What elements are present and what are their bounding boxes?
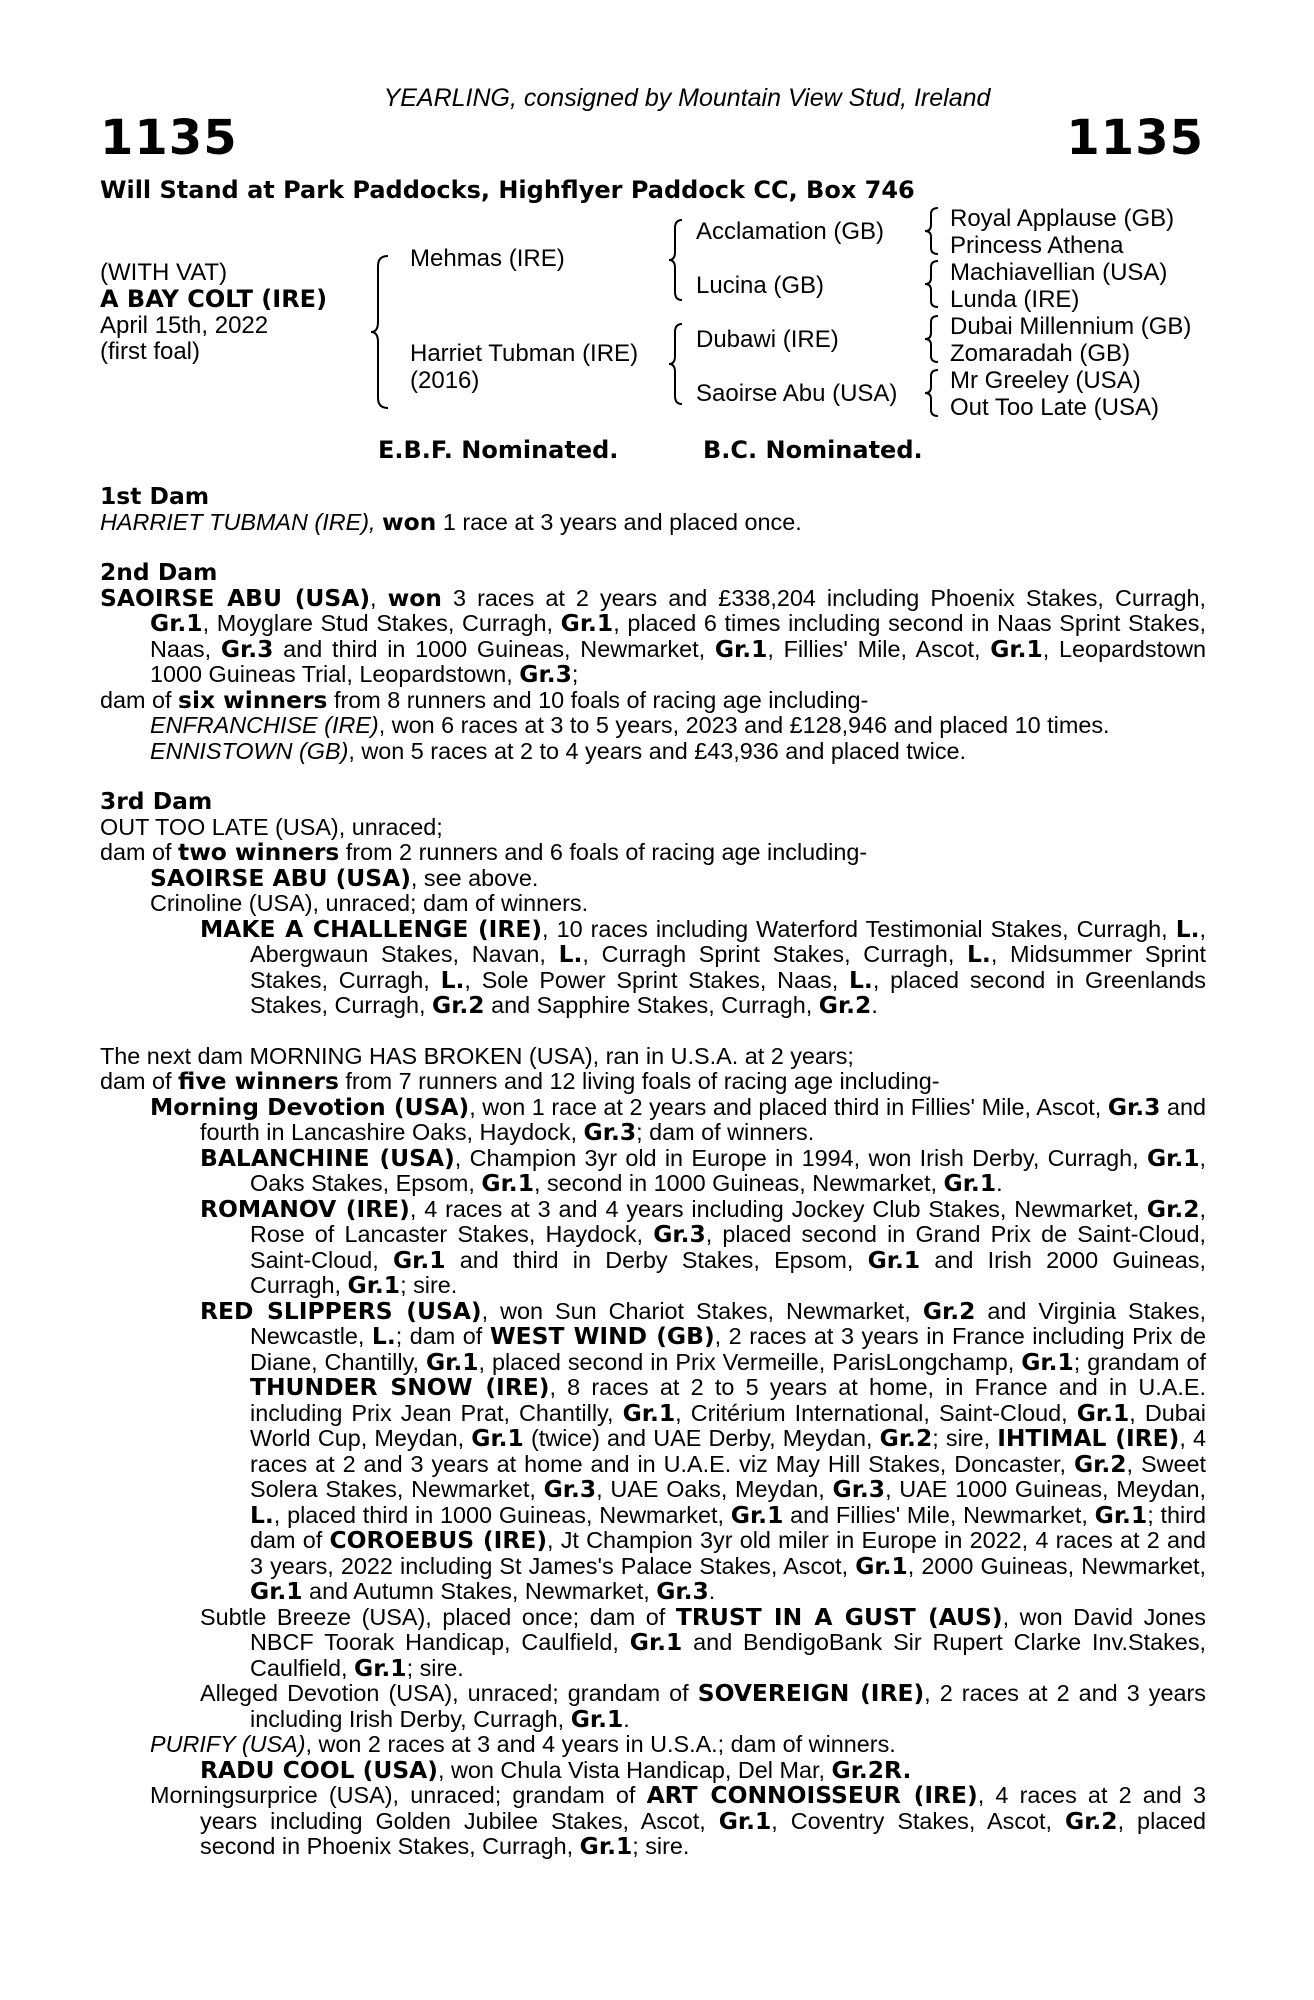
produce-entry: Crinoline (USA), unraced; dam of winners.	[150, 890, 589, 916]
family-record	[100, 484, 1206, 1860]
pedigree-brace-g3-1	[924, 206, 940, 256]
third-dam-line: OUT TOO LATE (USA), unraced;	[100, 813, 443, 840]
produce-entry: BALANCHINE (USA), Champion 3yr old in Europe in 1994, won Irish Derby, Curragh, Gr.1, Oaks Stakes, Epsom, Gr.1, second in 1000 Guineas, Newmarket, Gr.1.	[200, 1143, 1207, 1197]
g3-ancestor: Dubai Millennium (GB)	[950, 313, 1192, 340]
horse-name: A BAY COLT (IRE)	[100, 285, 328, 313]
bc-nomination: B.C. Nominated.	[703, 436, 923, 464]
produce-entry: ROMANOV (IRE), 4 races at 3 and 4 years including Jockey Club Stakes, Newmarket, Gr.2, Rose of Lancaster Stakes, Haydock, Gr.3, placed second in Grand Prix de Saint-Cloud, Saint-Cloud, Gr.1 and third in Derby Stakes, Epsom, Gr.1 and Irish 2000 Guineas, Curragh, Gr.1; sire.	[200, 1194, 1206, 1299]
next-dam-produce: dam of five winners from 7 runners and 12 living foals of racing age including-	[100, 1067, 940, 1095]
produce-entry: RED SLIPPERS (USA), won Sun Chariot Stakes, Newmarket, Gr.2 and Virginia Stakes, Newcastle, L.; dam of WEST WIND (GB), 2 races at 3 years in France including Prix de Diane, Chantilly, Gr.1, placed second in Prix Vermeille, ParisLongchamp, Gr.1; grandam of THUNDER SNOW (IRE), 8 races at 2 to 5 years at home, in France and in U.A.E. including Prix Jean Prat, Chantilly, Gr.1, Critérium International, Saint-Cloud, Gr.1, Dubai World Cup, Meydan, Gr.1 (twice) and UAE Derby, Meydan, Gr.2; sire, IHTIMAL (IRE), 4 races at 2 and 3 years at home and in U.A.E. viz May Hill Stakes, Doncaster, Gr.2, Sweet Solera Stakes, Newmarket, Gr.3, UAE Oaks, Meydan, Gr.3, UAE 1000 Guineas, Meydan, L., placed third in 1000 Guineas, Newmarket, Gr.1 and Fillies' Mile, Newmarket, Gr.1; third dam of COROEBUS (IRE), Jt Champion 3yr old miler in Europe in 2022, 4 races at 2 and 3 years, 2022 including St James's Palace Stakes, Ascot, Gr.1, 2000 Guineas, Newmarket, Gr.1 and Autumn Stakes, Newmarket, Gr.3.	[200, 1296, 1207, 1605]
vat-note: (WITH VAT)	[100, 259, 228, 286]
ebf-nomination: E.B.F. Nominated.	[378, 436, 619, 464]
lot-number-left: 1135	[100, 110, 238, 166]
dam-sire: Dubawi (IRE)	[696, 326, 839, 353]
produce-entry: Alleged Devotion (USA), unraced; grandam of SOVEREIGN (IRE), 2 races at 2 and 3 years including Irish Derby, Curragh, Gr.1.	[200, 1679, 1206, 1733]
sire-name: Mehmas (IRE)	[410, 245, 565, 272]
g3-ancestor: Royal Applause (GB)	[950, 205, 1175, 232]
g3-ancestor: Machiavellian (USA)	[950, 259, 1168, 286]
dam-year: (2016)	[410, 367, 480, 394]
next-dam-line: The next dam MORNING HAS BROKEN (USA), ran in U.S.A. at 2 years;	[100, 1042, 854, 1069]
lot-number-right: 1135	[1066, 110, 1204, 166]
foaling-date: April 15th, 2022	[100, 312, 269, 339]
pedigree-brace-main	[370, 254, 390, 410]
pedigree-brace-sire	[668, 218, 684, 302]
produce-entry: MAKE A CHALLENGE (IRE), 10 races including Waterford Testimonial Stakes, Curragh, L., Abergwaun Stakes, Navan, L., Curragh Sprint Stakes, Curragh, L., Midsummer Sprint Stakes, Curragh, L., Sole Power Sprint Stakes, Naas, L., placed second in Greenlands Stakes, Curragh, Gr.2 and Sapphire Stakes, Curragh, Gr.2.	[200, 914, 1207, 1019]
produce-entry: PURIFY (USA), won 2 races at 3 and 4 years in U.S.A.; dam of winners.	[150, 1731, 896, 1757]
produce-entry: Morningsurprice (USA), unraced; grandam of ART CONNOISSEUR (IRE), 4 races at 2 and 3 years including Golden Jubilee Stakes, Ascot, Gr.1, Coventry Stakes, Ascot, Gr.2, placed second in Phoenix Stakes, Curragh, Gr.1; sire.	[150, 1781, 1206, 1860]
pedigree-brace-dam	[668, 322, 684, 406]
second-dam-title: 2nd Dam	[100, 558, 218, 586]
first-dam-title: 1st Dam	[100, 482, 210, 510]
sire-dam: Lucina (GB)	[696, 272, 825, 299]
stand-location: Will Stand at Park Paddocks, Highflyer Paddock CC, Box 746	[100, 176, 915, 204]
g3-ancestor: Zomaradah (GB)	[950, 340, 1131, 367]
produce-entry: SAOIRSE ABU (USA), see above.	[150, 863, 539, 892]
third-dam-produce: dam of two winners from 2 runners and 6 foals of racing age including-	[100, 838, 868, 866]
foal-note: (first foal)	[100, 338, 201, 365]
g3-ancestor: Mr Greeley (USA)	[950, 367, 1141, 394]
dam-dam: Saoirse Abu (USA)	[696, 380, 898, 407]
produce-entry: Subtle Breeze (USA), placed once; dam of TRUST IN A GUST (AUS), won David Jones NBCF Toorak Handicap, Caulfield, Gr.1 and BendigoBank Sir Rupert Clarke Inv.Stakes, Caulfield, Gr.1; sire.	[200, 1602, 1207, 1682]
second-dam-record: SAOIRSE ABU (USA), won 3 races at 2 years and £338,204 including Phoenix Stakes, Curragh, Gr.1, Moyglare Stud Stakes, Curragh, Gr.1, placed 6 times including second in Naas Sprint Stakes, Naas, Gr.3 and third in 1000 Guineas, Newmarket, Gr.1, Fillies' Mile, Ascot, Gr.1, Leopardstown 1000 Guineas Trial, Leopardstown, Gr.3;	[100, 583, 1206, 688]
sire-sire: Acclamation (GB)	[696, 218, 885, 245]
g3-ancestor: Princess Athena	[950, 232, 1124, 259]
g3-ancestor: Out Too Late (USA)	[950, 394, 1159, 421]
produce-entry: RADU COOL (USA), won Chula Vista Handicap, Del Mar, Gr.2R.	[200, 1755, 912, 1784]
produce-entry: ENFRANCHISE (IRE), won 6 races at 3 to 5 years, 2023 and £128,946 and placed 10 times.	[150, 712, 1110, 738]
first-dam-record: HARRIET TUBMAN (IRE), won 1 race at 3 years and placed once.	[100, 507, 802, 536]
dam-name: Harriet Tubman (IRE)	[410, 340, 639, 367]
third-dam-title: 3rd Dam	[100, 787, 213, 815]
consignment-line: YEARLING, consigned by Mountain View Stud, Ireland	[383, 84, 991, 112]
produce-entry: ENNISTOWN (GB), won 5 races at 2 to 4 years and £43,936 and placed twice.	[150, 737, 967, 764]
second-dam-produce: dam of six winners from 8 runners and 10 foals of racing age including-	[100, 685, 869, 714]
g3-ancestor: Lunda (IRE)	[950, 286, 1080, 313]
dam-name: HARRIET TUBMAN (IRE),	[100, 508, 376, 535]
pedigree-brace-g3-3	[924, 314, 940, 364]
pedigree-brace-g3-4	[924, 368, 940, 418]
produce-entry: Morning Devotion (USA), won 1 race at 2 years and placed third in Fillies' Mile, Ascot, Gr.3 and fourth in Lancashire Oaks, Haydock, Gr.3; dam of winners.	[150, 1092, 1206, 1146]
pedigree-brace-g3-2	[924, 259, 940, 309]
